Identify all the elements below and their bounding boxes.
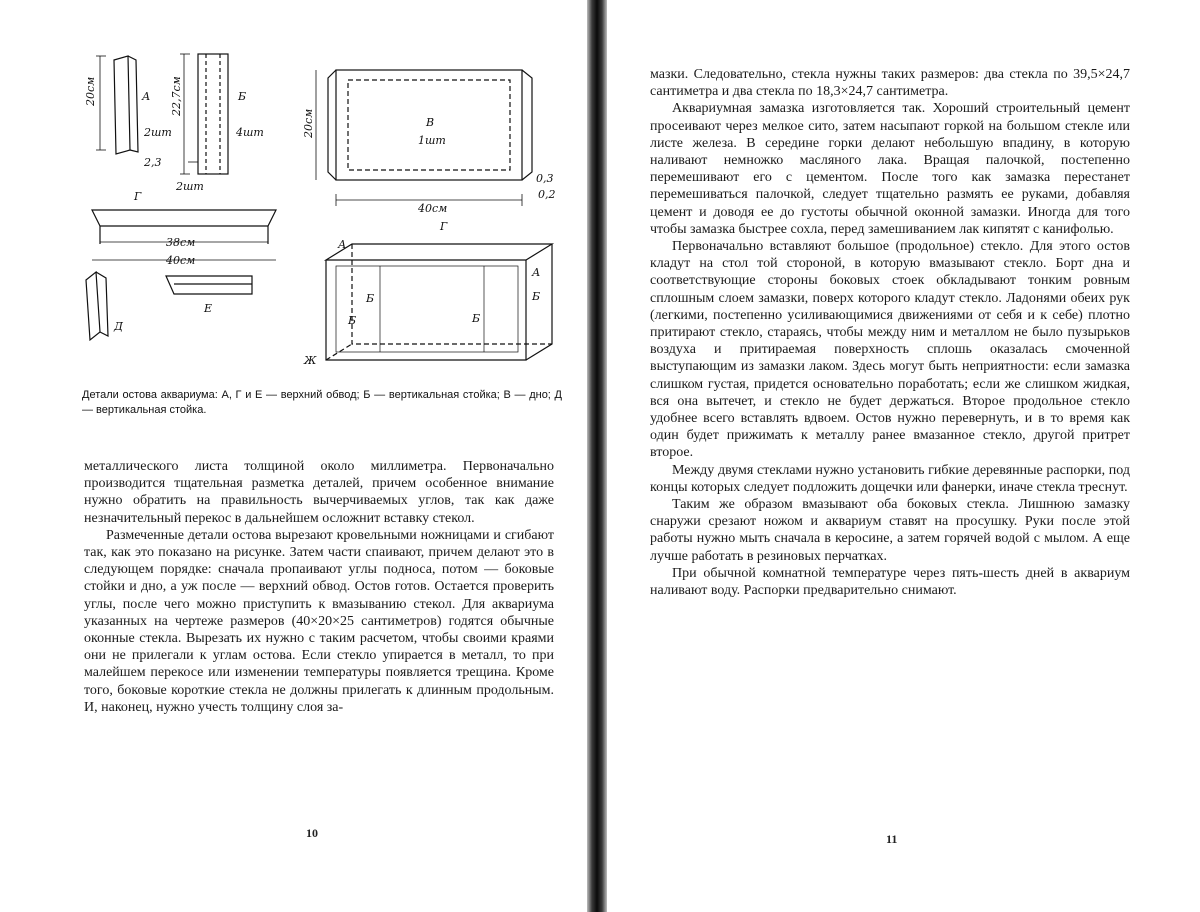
assembled-frame-drawing bbox=[326, 244, 552, 360]
paragraph: металлического листа толщиной около миллиметра. Первоначально производится тщательная разметка деталей, причем особенное внимание нужно обратить на правильность вычерчиваемых углов, так как даже незначительный перекос в дальнейшем осложнит вставку стекол. bbox=[84, 459, 554, 526]
label-a-frame-left: А bbox=[338, 238, 347, 251]
left-page bbox=[0, 0, 594, 912]
label-qty-g: 2шт bbox=[176, 180, 204, 193]
label-b-frame-1: Б bbox=[366, 292, 375, 305]
label-a-frame-right: А bbox=[532, 266, 541, 279]
paragraph: Таким же образом вмазывают оба боковых стекла. Лишнюю замазку снаружи срезают ножом и аквариум ставят на просушку. Руки после этой работы нужно мыть сначала в керосине, а затем горячей водой с мылом. А еще лучше работать в резиновых перчатках. bbox=[650, 497, 1130, 564]
label-g-top: Г bbox=[134, 190, 142, 203]
left-page-text bbox=[84, 458, 554, 716]
part-e-drawing bbox=[166, 276, 252, 294]
label-0-3: 0,3 bbox=[536, 172, 554, 185]
paragraph: Аквариумная замазка изготовляется так. Хороший строительный цемент просеивают через мелкое сито, затем насыпают горкой на большом стекле или листе железа. В середине горки делают небольшую впадину, в которую наливают немножко масляного лака. Вращая палочкой, постепенно перемешивают его с цементом. После того как замазка перестанет перемешиваться палочкой, следует тщательно размять ее руками, добавляя цемент и доводя ее до густоты обычной оконной замазки. Иногда для того чтобы замазка быстрее сохла, перед замешиванием лак кипятят с канифолью. bbox=[650, 101, 1130, 237]
label-20-a: 20см bbox=[84, 76, 97, 106]
paragraph: Между двумя стеклами нужно установить гибкие деревянные распорки, под концы которых следует подложить дощечки или фанерки, иначе стекла треснут. bbox=[650, 462, 1130, 495]
label-d: Д bbox=[114, 320, 123, 333]
label-b-frame-2: Б bbox=[532, 290, 541, 303]
page-number: 10 bbox=[306, 826, 318, 840]
label-v: В bbox=[426, 116, 435, 129]
label-40-g: 40см bbox=[166, 254, 196, 267]
figure-caption: Детали остова аквариума: А, Г и Е — верхний обвод; Б — вертикальная стойка; В — дно; Д — вертикальная стойка. bbox=[82, 389, 562, 416]
label-2-3: 2,3 bbox=[144, 156, 162, 169]
label-g-frame: Г bbox=[440, 220, 448, 233]
label-22-7: 22,7см bbox=[170, 76, 183, 116]
label-e: Е bbox=[204, 302, 213, 315]
label-b-frame-3: Б bbox=[348, 314, 357, 327]
right-page-text bbox=[650, 66, 1130, 599]
paragraph: При обычной комнатной температуре через пять-шесть дней в аквариум наливают воду. Распорки предварительно снимают. bbox=[650, 565, 1130, 599]
label-zh: Ж bbox=[304, 354, 317, 367]
part-b-drawing bbox=[180, 54, 228, 174]
label-40-v: 40см bbox=[418, 202, 448, 215]
label-qty-b: 4шт bbox=[236, 126, 264, 139]
part-a-drawing bbox=[96, 56, 138, 154]
aquarium-frame-figure bbox=[80, 40, 570, 380]
label-a: А bbox=[142, 90, 151, 103]
part-d-drawing bbox=[86, 272, 108, 340]
label-b: Б bbox=[238, 90, 247, 103]
label-20-v: 20см bbox=[302, 108, 315, 138]
paragraph: мазки. Следовательно, стекла нужны таких размеров: два стекла по 39,5×24,7 сантиметра и два стекла по 18,3×24,7 сантиметра. bbox=[650, 67, 1130, 100]
label-0-2: 0,2 bbox=[538, 188, 556, 201]
paragraph: Первоначально вставляют большое (продольное) стекло. Для этого остов кладут на стол той стороной, в которую вмазывают стекло. Борт дна и соответствующие стороны боковых стоек обкладывают тонким ровным сплошным слоем замазки, поверх которого кладут стекло. Ладонями обеих рук (легкими, постепенно усиливающимися движениями от себя и к себе) плотно притирают стекло, стараясь, чтобы между ним и металлом не было пузырьков воздуха и притираемая поверхность сплошь оказалась смоченной выступающим из замазки лаком. Здесь могут быть неприятности: если замазка слишком густая, придется основательно поработать; если же слишком жидкая, вся она вытечет, и стекло не будет держаться. Второе продольное стекло удобнее всего вставлять вдвоем. Остов нужно перевернуть, и в то время как один будет прижимать к металлу ранее вмазанное стекло, другой притрет второе. bbox=[650, 239, 1130, 461]
paragraph: Размеченные детали остова вырезают кровельными ножницами и сгибают так, как это показано на рисунке. Затем части спаивают, причем делают это в следующем порядке: сначала пропаивают углы подноса, потом — боковые стойки и дно, а уж после — верхний обвод. Остов готов. Остается проверить углы, после чего можно приступить к вмазыванию стекол. Для аквариума указанных на чертеже размеров (40×20×25 сантиметров) годятся обычные оконные стекла. Вырезать их нужно с таким расчетом, чтобы своими краями они не прилегали к углам остова. Если стекло упирается в металл, то при малейшем перекосе или изменении температуры появляется трещина. Кроме того, боковые короткие стекла не должны прилегать к длинным продольным. И, наконец, нужно учесть толщину слоя за- bbox=[84, 527, 554, 715]
label-qty-v: 1шт bbox=[418, 134, 446, 147]
page-number: 11 bbox=[886, 832, 898, 846]
label-b-frame-4: Б bbox=[472, 312, 481, 325]
part-g-drawing bbox=[92, 210, 276, 260]
label-38: 38см bbox=[166, 236, 196, 249]
label-qty-a: 2шт bbox=[144, 126, 172, 139]
